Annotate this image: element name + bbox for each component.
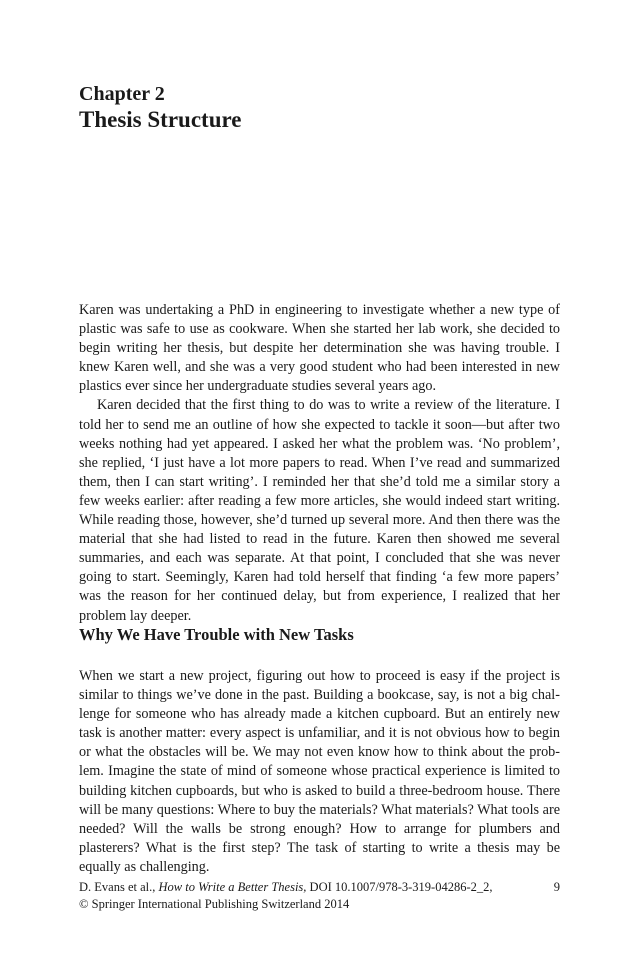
chapter-title: Thesis Structure	[79, 107, 242, 132]
page-number: 9	[553, 880, 560, 894]
footer-citation	[79, 879, 560, 912]
intro-text	[79, 301, 560, 626]
section-paragraph: When we start a new project, figuring out how to proceed is easy if the project is similar to things we’ve done in the past. Building a bookcase, say, is not a big challenge for someone who has already made a kitchen cupboard. But an entirely new task is another matter: every aspect is unfamiliar, and it is not obvious how to begin or what the obstacles will be. We may not even know how to think about the problem. Imagine the state of mind of someone whose practical experience is limited to building kitchen cupboards, but who is asked to build a three-bedroom house. There will be many questions: Where to buy the materials? What materials? What tools are needed? Will the walls be strong enough? How to arrange for plumbers and plasterers? What is the first step? The task of starting to write a thesis may be equally as challenging.	[79, 668, 560, 875]
intro-paragraph-2: Karen decided that the first thing to do was to write a review of the literature. I told her to send me an outline of how she expected to tackle it soon—but after two weeks nothing had yet appeared. I asked her what the problem was. ‘No problem’, she replied, ‘I just have a lot more papers to read. When I’ve read and summarized them, then I can start writing’. I reminded her that she’d told me a similar story a few weeks earlier: after reading a few more articles, she would indeed start writing. While reading those, however, she’d turned up several more. And then there was the material that she had listed to read in the future. Karen then showed me several summaries, and each was separate. At that point, I concluded that she was never going to start. Seemingly, Karen had told herself that finding ‘a few more papers’ was the reason for her continued delay, but from experience, I realized that her problem lay deeper.	[79, 397, 560, 624]
intro-paragraph-1: Karen was undertaking a PhD in engineering to investigate whether a new type of plastic was safe to use as cookware. When she started her lab work, she decided to begin writing her thesis, but despite her determination she was having trouble. I knew Karen well, and she was a very good student who had been interested in new plastics ever since her undergraduate studies several years ago.	[79, 302, 560, 395]
chapter-label: Chapter 2	[79, 83, 165, 105]
copyright-line: © Springer International Publishing Switzerland 2014	[79, 896, 350, 911]
citation-line	[79, 879, 560, 896]
citation-doi: DOI 10.1007/978-3-319-04286-2_2,	[306, 880, 493, 894]
section-text	[79, 667, 560, 877]
citation-book-title: How to Write a Better Thesis,	[158, 880, 307, 894]
section-heading: Why We Have Trouble with New Tasks	[79, 625, 354, 644]
citation-authors: D. Evans et al.,	[79, 880, 159, 894]
